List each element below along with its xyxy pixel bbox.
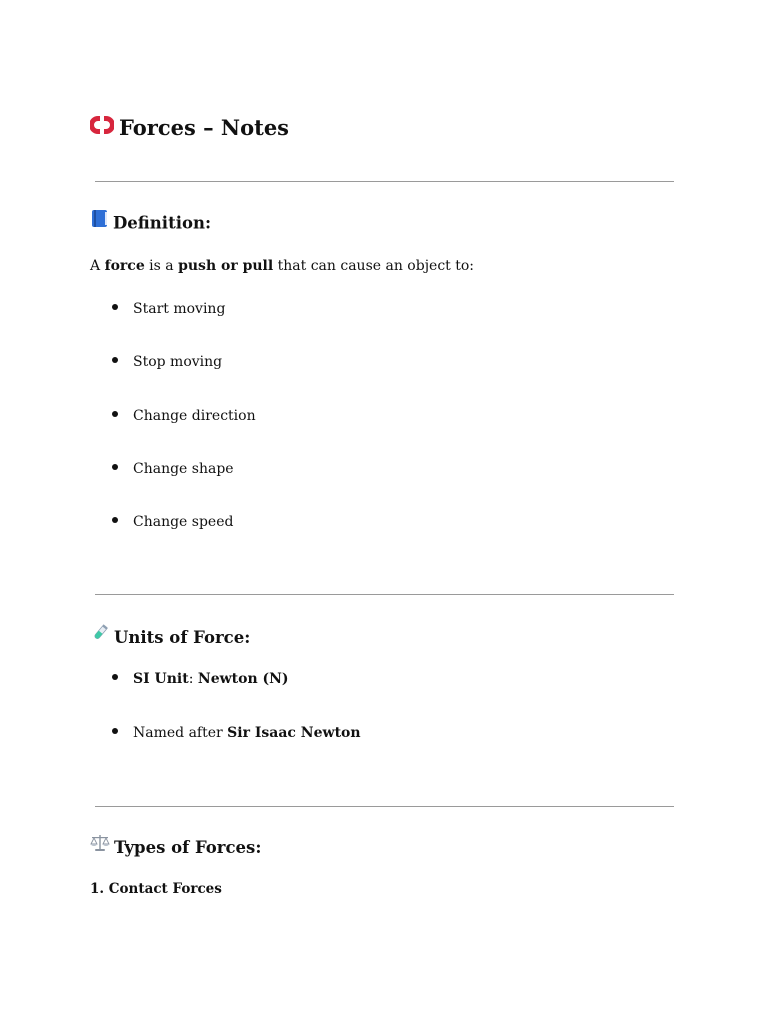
list-item-text: Stop moving (133, 354, 223, 370)
list-item (112, 722, 361, 744)
bullet-icon (112, 357, 118, 363)
list-item (112, 298, 225, 320)
bullet-icon (112, 464, 118, 470)
units-heading-text: Units of Force: (114, 628, 251, 647)
magnet-icon (90, 112, 114, 144)
intro-mid: is a (144, 258, 179, 274)
test-tube-icon (90, 623, 110, 650)
named-after-prefix: Named after (133, 725, 228, 741)
list-item (112, 458, 234, 480)
blue-book-icon (90, 209, 109, 235)
si-unit-value: Newton (N) (197, 671, 289, 687)
list-item-text: Change shape (133, 461, 234, 477)
list-item (112, 405, 256, 427)
bullet-icon (112, 304, 118, 310)
page-title-text: Forces – Notes (119, 115, 290, 140)
list-item (112, 351, 222, 373)
intro-term-force: force (104, 258, 145, 274)
si-unit-label: SI Unit (133, 671, 189, 687)
si-unit-colon: : (188, 671, 198, 687)
types-heading-text: Types of Forces: (114, 838, 262, 857)
balance-scale-icon (90, 833, 110, 860)
list-item-text: Change direction (133, 408, 256, 424)
divider (95, 594, 674, 595)
intro-term-push-pull: push or pull (178, 258, 274, 274)
bullet-icon (112, 517, 118, 523)
definition-intro (90, 255, 474, 277)
intro-prefix: A (90, 258, 105, 274)
bullet-icon (112, 674, 118, 680)
list-item (112, 668, 289, 690)
subheading-contact-forces: 1. Contact Forces (90, 881, 222, 897)
bullet-icon (112, 411, 118, 417)
divider (95, 806, 674, 807)
bullet-icon (112, 728, 118, 734)
named-after-name: Sir Isaac Newton (227, 725, 361, 741)
page-title (90, 113, 289, 146)
divider (95, 181, 674, 182)
list-item-text: Change speed (133, 514, 234, 530)
definition-heading (90, 211, 211, 237)
intro-suffix: that can cause an object to: (273, 258, 475, 274)
definition-heading-text: Definition: (113, 213, 212, 233)
list-item (112, 511, 233, 533)
units-heading (90, 625, 250, 652)
types-heading (90, 835, 261, 862)
list-item-text: Start moving (133, 301, 226, 317)
